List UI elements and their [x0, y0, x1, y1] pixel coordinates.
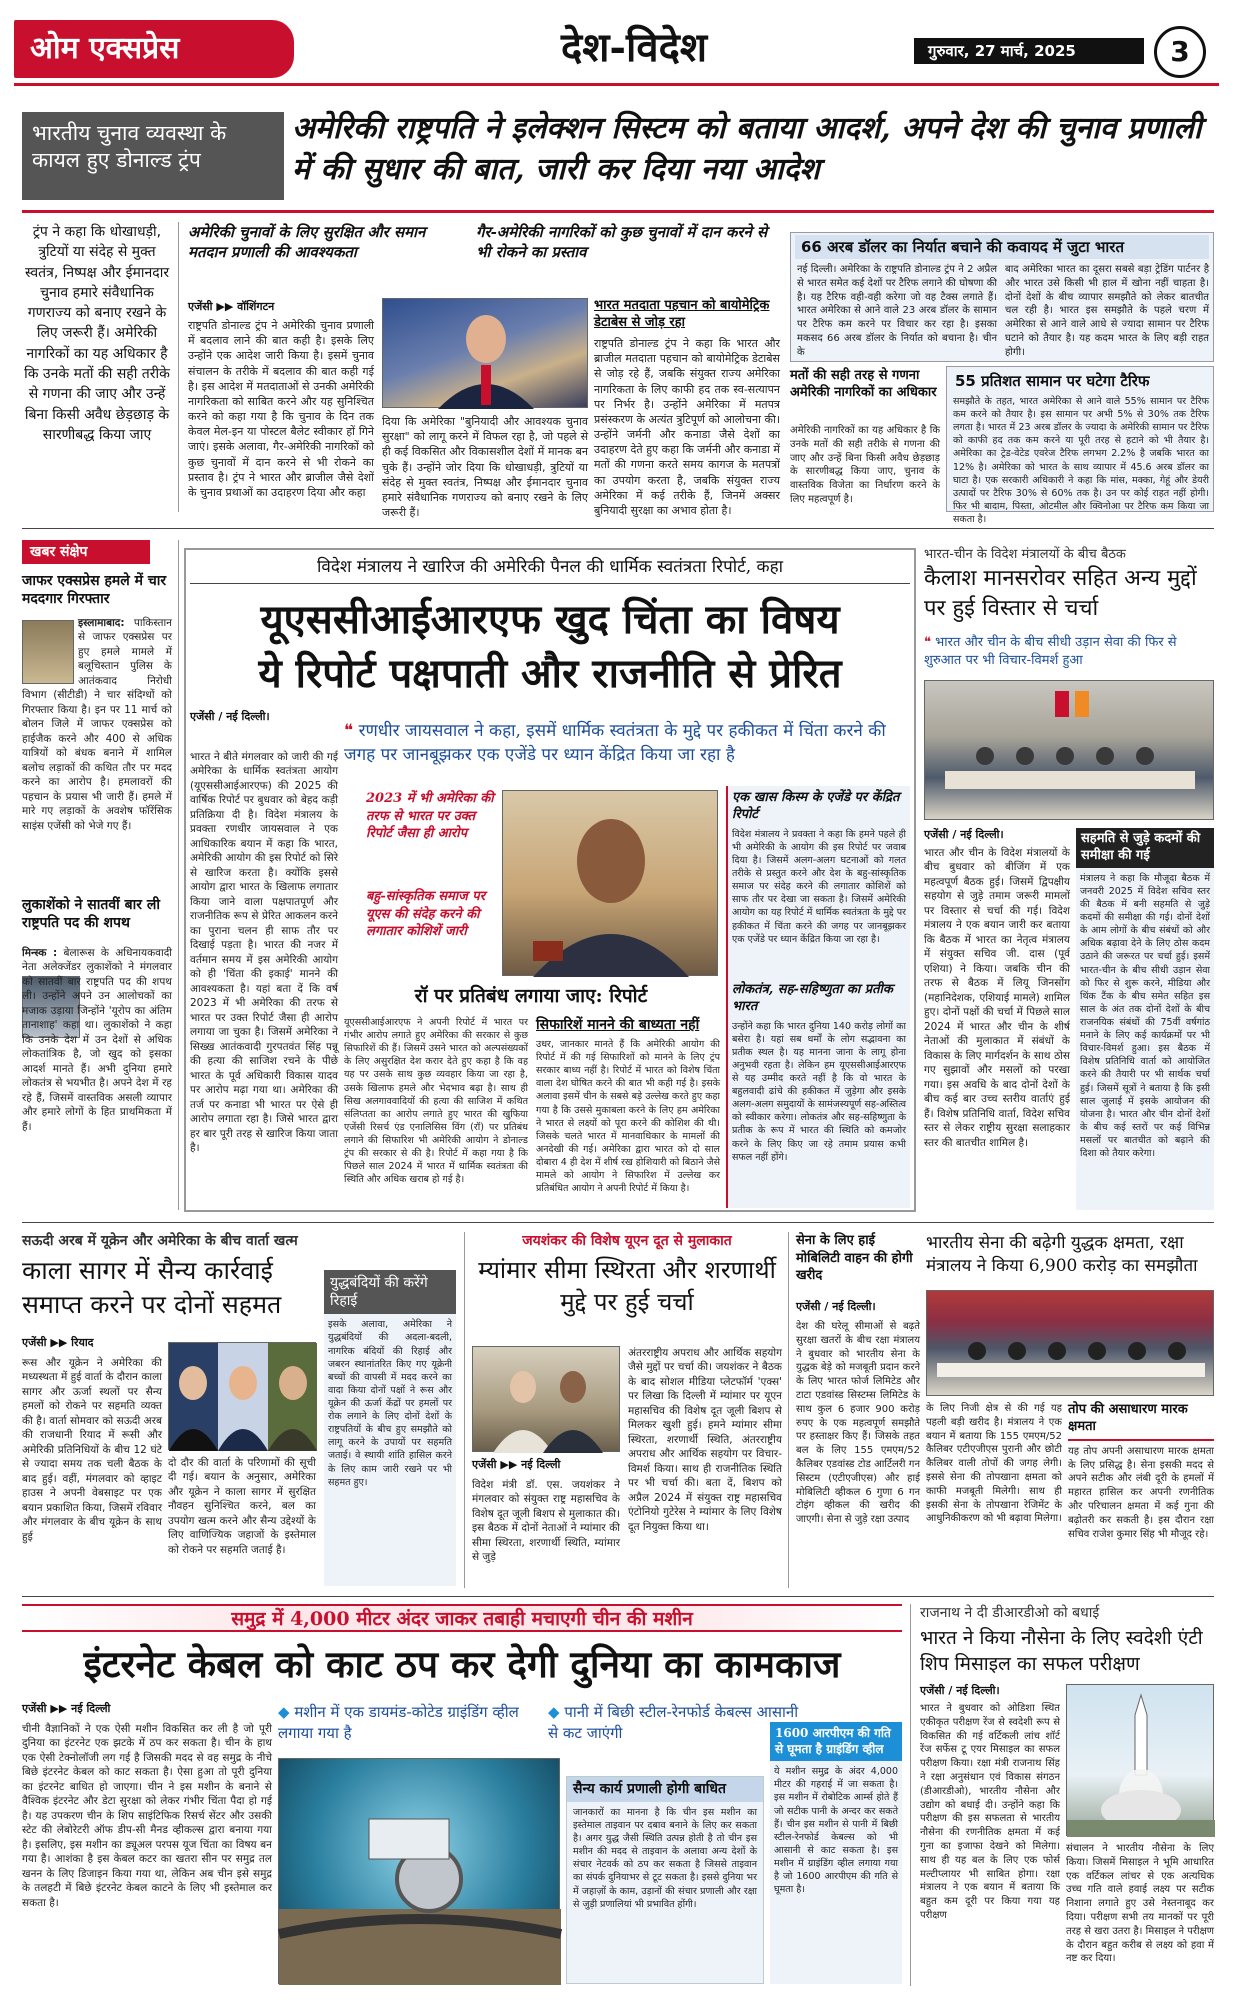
tariff-box — [946, 366, 1214, 525]
china-meeting-photo — [924, 680, 1214, 820]
divider — [464, 1232, 465, 1588]
cable-box-body: जानकारों का मानना है कि चीन इस मशीन का इस्तेमाल ताइवान पर दबाव बनाने के लिए कर सकता है। अगर युद्ध जैसी स्थिति उत्पन्न होती है तो चीन इस मशीन की मदद से ताइवान के अलावा अन्य देशों के संचार नेटवर्क को ठप कर सकता है जिससे ताइवान का संपर्क दुनियाभर से टूट सकता है। इससे दुनिया भर में जहाज़ों के काम, उड़ानों की संचार प्रणाली और रक्षा से जुड़ी प्रणालियां भी प्रभावित होंगी। — [573, 1806, 757, 1910]
top-kicker: भारतीय चुनाव व्यवस्था के कायल हुए डोनाल्ड ट्रंप — [32, 121, 227, 173]
jaiswal-photo — [502, 790, 718, 976]
export-body-1: नई दिल्ली। अमेरिका के राष्ट्रपति डोनाल्ड ट्रंप ने 2 अप्रैल से भारत समेत कई देशों पर टैरिफ लगाने की घोषणा की है। यह टैरिफ वही-वही करेगा जो वह टैक्स लगाते हैं। भारत अमेरिका से आने वाले 23 अरब डॉलर के सामान पर टैरिफ कम करने पर विचार कर रहा है। इसका मकसद 66 अरब डॉलर के निर्यात को बचाना है। चीन के — [797, 264, 997, 358]
china-sub-text: भारत और चीन के बीच सीधी उड़ान सेवा की फिर से शुरुआत पर भी विचार-विमर्श हुआ — [924, 635, 1177, 668]
cable-side-title: 1600 आरपीएम की गति से घूमता है ग्राइंडिंग व्हील — [770, 1722, 902, 1761]
divider — [22, 1596, 1214, 1597]
uscirf-raw-body: यूएससीआईआरएफ ने अपनी रिपोर्ट में भारत पर गंभीर आरोप लगाते हुए अमेरिका की सरकार से कुछ सिफारिशें की हैं। जिसमें उसने भारत को अल्पसंख्यकों के लिए असुरक्षित देश करार देते हुए कहा है कि वह यह पर उसके साथ कुछ व्यवहार किया जा रहा है, उसके खिलाफ हमले और भेदभाव बढ़ा है। साथ ही सिख अलगाववादियों की हत्या की साजिश में कथित संलिप्तता का आरोप लगाते हुए भारत की खुफिया एजेंसी रिसर्च एंड एनालिसिस विंग (रॉ) पर प्रतिबंध लगाने की सिफारिश भी अमेरिकी आयोग ने डोनाल्ड ट्रंप की सरकार से की है। रिपोर्ट में कहा गया है कि पिछले साल 2024 में भारत में धार्मिक स्वतंत्रता की स्थिति और अधिक खराब हो गई है। — [344, 1017, 528, 1186]
diamond-bullet-icon: ◆ — [278, 1703, 295, 1721]
brief-headline-2: लुकाशेंको ने सातवीं बार ली राष्ट्रपति पद की शपथ — [22, 897, 160, 932]
leaders-photo — [168, 1342, 316, 1450]
ukraine-headline: काला सागर में सैन्य कार्रवाई समाप्त करने पर दोनों सहमत — [22, 1256, 282, 1319]
uscirf-side-box — [726, 786, 910, 1208]
china-sub — [924, 634, 1214, 669]
box-biometric-body: राष्ट्रपति डोनाल्ड ट्रंप ने कहा कि भारत और ब्राजील मतदाता पहचान को बायोमेट्रिक डेटाबेस से जोड़ रहे हैं, जबकि संयुक्त राज्य अमेरिका नागरिकता के लिए काफी हद तक स्व-सत्यापन पर निर्भर है। उन्होंने अमेरिका में मतपत्र प्रसंस्करण के अत्यंत त्रुटिपूर्ण को आलोचना की। उन्होंने जर्मनी और कनाडा जैसे देशों का उदाहरण देते हुए कहा कि जर्मनी और कनाडा में मतों की गणना करते समय कागज के मतपत्रों का उपयोग करता है, जबकि संयुक्त राज्य अमेरिका में कई तरीके हैं, जिनमें अक्सर बुनियादी सुरक्षा का अभाव होता है। — [594, 337, 780, 517]
army-box — [1068, 1402, 1214, 1586]
cable-side-body: ये मशीन समुद्र के अंदर 4,000 मीटर की गहराई में जा सकता है। इस मशीन में रोबोटिक आर्म्स होते हैं जो सटीक पानी के अन्दर कर सकते हैं। चीन इस मशीन से पानी में बिछी स्टील-रेनफोर्ड केबल्स को भी आसानी से काट सकता है। इस मशीन में ग्राइंडिंग व्हील लगाया गया है जो 1600 आरपीएम की गति से घूमता है। — [774, 1766, 898, 1896]
uscirf-headline-2: ये रिपोर्ट पक्षपाती और राजनीति से प्रेरित — [258, 650, 842, 697]
tariff-title: 55 प्रतिशत सामान पर घटेगा टैरिफ — [955, 372, 1150, 390]
ukraine-box-body: इसके अलावा, अमेरिका ने युद्धबंदियों की अदला-बदली, नागरिक बंदियों की रिहाई और जबरन स्थानांतरित किए गए यूक्रेनी बच्चों की वापसी में मदद करने का वादा किया दोनों पक्षों ने रूस और यूक्रेन की ऊर्जा केंद्रों पर हमलों पर रोक लगाने के लिए दोनों देशों के राष्ट्रपतियों के बीच हुए समझौते को लागू करने के उपायों पर सहमति जताई। वे स्थायी शांति हासिल करने के लिए काम जारी रखने पर भी सहमत हुए। — [328, 1319, 452, 1488]
page-number: 3 — [1154, 26, 1206, 78]
jaishankar-photo — [472, 1346, 620, 1452]
missile-headline: भारत ने किया नौसेना के लिए स्वदेशी एंटी शिप मिसाइल का सफल परीक्षण — [920, 1627, 1203, 1675]
china-byline: एजेंसी / नई दिल्ली। — [924, 828, 1004, 841]
democracy-body: उन्होंने कहा कि भारत दुनिया 140 करोड़ लोगों का बसेरा है। यहां सब धर्मों के लोग सद्भावना का प्रतीक स्थल है। यह मानना जाना के लागू होना अनुभवी रहता है। लेकिन हम यूएससीआईआरएफ से यह उम्मीद करते नहीं है कि वो भारत के बहुलवादी ढांचे की हकीकत में जुड़ेगा और इसके अलग-अलग समुदायों के सामंजस्यपूर्ण सह-अस्तित्व को स्वीकार करेगा। लोकतंत्र और सह-सहिष्णुता के प्रतीक के रूप में भारत की स्थिति को कमजोर करने के लिए किए जा रहे तमाम प्रयास कभी सफल नहीं होंगे। — [732, 1020, 906, 1163]
box-vote-title: मतों की सही तरह से गणना अमेरिकी नागरिकों का अधिकार — [790, 368, 937, 400]
diamond-bullet-icon: ◆ — [548, 1703, 565, 1721]
brief-text-1: पाकिस्तान से जाफर एक्सप्रेस पर हुए हमले मामले में बलूचिस्तान पुलिस के आतंकवाद निरोधी विभाग (सीटीडी) ने चार संदिग्धों को गिरफ्तार किया है। इन पर 11 मार्च को बोलन जिले में जाफर एक्सप्रेस को हाईजैक करने और 400 से अधिक यात्रियों को बंधक बनाने में शामिल बलोच लड़ाकों की कथित तौर पर मदद करने का आरोप है। हमलावरों की पहचान के प्रयास भी जारी हैं। हमले में मारे गए लड़ाकों के अवशेष फॉरेंसिक साइंस एजेंसी को भेजे गए हैं। — [22, 617, 172, 832]
cable-body: चीनी वैज्ञानिकों ने एक ऐसी मशीन विकसित कर ली है जो पूरी दुनिया का इंटरनेट एक झटके में ठप कर सकता है। चीन के हाथ एक ऐसी टेक्नोलॉजी लग गई है जिसकी मदद से वह समुद्र के नीचे बिछे इंटरनेट केबल को काट सकता है। ऐसा हुआ तो पूरी दुनिया का इंटरनेट बाधित हो जाएगा। चीन ने इस मशीन के बनाने से वैश्विक इंटरनेट और डेटा सुरक्षा को लेकर गंभीर चिंता पैदा हो गई है। यह उपकरण चीन के शिप साइंटिफिक रिसर्च सेंटर और उसकी स्टेट की लेबोरेटरी ऑफ डीप-सी मैनड व्हीकल्स द्वारा बनाया गया है। इसलिए, इस मशीन का ड्यूअल परपस यूज चिंता का विषय बन गया है। आशंका है इस केबल कटर का खतरा सीन पर समुद्र तल खनन के लिए डिजाइन किया गया था, लेकिन अब चीन इसे समुद्र के तलहटी में बिछे इंटरनेट केबल काटने के लिए भी इस्तेमाल कर सकता है। — [22, 1723, 272, 1909]
china-box-body: मंत्रालय ने कहा कि मौजूदा बैठक में जनवरी 2025 में विदेश सचिव स्तर की बैठक में बनी सहमति से जुड़े कदमों की समीक्षा की गई। दोनों देशों के आम लोगों के बीच संबंधों को और अधिक बढ़ावा देने के लिए ठोस कदम उठाने की जरूरत पर चर्चा हुई। इसमें भारत-चीन के बीच सीधी उड़ान सेवा को फिर से शुरू करने, मीडिया और थिंक टैंक के बीच समेत सहित इस साल के अंत तक दोनों देशों के बीच राजनयिक संबंधों की 75वीं वर्षगांठ मनाने के लिए कई कार्यक्रमों पर भी विचार-विमर्श हुआ। इस बैठक में विशेष प्रतिनिधि वार्ता को आयोजित करने की तैयारी पर भी सार्थक चर्चा हुई। जिसमें सूत्रों ने बताया है कि इसी साल जुलाई में इसके आयोजन की योजना है। भारत और चीन दोनों देशों के बीच कई स्तरों पर कई विभिन्न मसलों पर बातचीत को बढ़ाने की दिशा को तैयार करेगा। — [1080, 872, 1210, 1160]
army-box-title: तोप की असाधारण मारक क्षमता — [1068, 1402, 1214, 1441]
myanmar-byline: एजेंसी ▶▶ नई दिल्ली — [472, 1458, 561, 1471]
myanmar-kicker: जयशंकर की विशेष यूएन दूत से मुलाकात — [522, 1233, 732, 1249]
divider — [178, 222, 179, 512]
divider — [788, 1232, 789, 1588]
cable-machine-photo — [278, 1758, 560, 1984]
myanmar-body-2: अंतरराष्ट्रीय अपराध और आर्थिक सहयोग जैसे मुद्दों पर चर्चा की। जयशंकर ने बैठक के बाद सोशल मीडिया प्लेटफॉर्म 'एक्स' पर लिखा कि दिल्ली में म्यांमार पर यूएन महासचिव की विशेष दूत जूली बिशप से मिलकर खुशी हुई। हमने म्यांमार सीमा स्थिरता, शरणार्थी स्थिति, अंतरराष्ट्रीय अपराध और आर्थिक सहयोग पर विचार-विमर्श किया। साथ ही राजनीतिक स्थिति पर भी चर्चा की। बता दें, बिशप को अप्रैल 2024 में संयुक्त राष्ट्र महासचिव एंटोनियो गुटेरेस ने म्यांमार के लिए विशेष दूत नियुक्त किया था। — [628, 1347, 782, 1533]
divider — [22, 528, 1214, 529]
ukraine-box-title: युद्धबंदियों की करेंगे रिहाई — [324, 1270, 456, 1314]
export-body-2: बाद अमेरिका भारत का दूसरा सबसे बड़ा ट्रेडिंग पार्टनर है और भारत उसे किसी भी हाल में खोना नहीं चाहता है। दोनों देशों के बीच व्यापार समझौते को लेकर बातचीत चल रही है। भारत इस समझौते के पहले चरण में अमेरिका से आने वाले आधे से ज्यादा सामान पर टैरिफ घटाने को तैयार है। यह कदम भारत के लिए बड़ी राहत होगी। — [1005, 264, 1209, 358]
cable-kicker: समुद्र में 4,000 मीटर अंदर जाकर तबाही मचाएगी चीन की मशीन — [231, 1608, 693, 1630]
cable-box-title: सैन्य कार्य प्रणाली होगी बाधित — [567, 1777, 763, 1802]
three-leaders-icon — [169, 1343, 317, 1451]
quote-icon: ❝ — [924, 635, 936, 650]
ukraine-byline: एजेंसी ▶▶ रियाद — [22, 1336, 94, 1349]
underwater-cutter-icon — [279, 1759, 561, 1985]
tariff-body: समझौते के तहत, भारत अमेरिका से आने वाले 55% सामान पर टैरिफ कम करने को तैयार है। इस सामान पर अभी 5% से 30% तक टैरिफ लगता है। भारत में 23 अरब डॉलर के ज्यादा के अमेरिकी सामान पर टैरिफ को काफी हद तक कम करने या पूरी तरह से हटाने को भी तैयार है। अमेरिका का ट्रेड-वेटेड एवरेज टैरिफ लगभग 2.2% है जबकि भारत का 12% है। अमेरिका को भारत के साथ व्यापार में 45.6 अरब डॉलर का घाटा है। एक सरकारी अधिकारी ने कहा कि मांस, मक्का, गेहूं और डेयरी उत्पादों पर टैरिफ 30% से 60% तक है। उन पर कोई राहत नहीं होगी। फिर भी बादाम, पिस्ता, ओटमील और क्विनोआ पर टैरिफ कम किया जा सकता है। — [953, 396, 1209, 525]
uscirf-byline: एजेंसी / नई दिल्ली। — [190, 710, 270, 723]
china-box-title: सहमति से जुड़े कदमों की समीक्षा की गई — [1076, 828, 1214, 868]
army-vehicle-byline: एजेंसी / नई दिल्ली। — [796, 1300, 876, 1313]
box-biometric-title: भारत मतदाता पहचान को बायोमेट्रिक डेटाबेस से जोड़ रहा — [594, 298, 770, 330]
myanmar-headline: म्यांमार सीमा स्थिरता और शरणार्थी मुद्दे पर हुई चर्चा — [478, 1256, 776, 1317]
top-body-1: राष्ट्रपति डोनाल्ड ट्रंप ने अमेरिकी चुनाव प्रणाली में बदलाव लाने की बात कही है। इसके लिए उन्होंने एक आदेश जारी किया है। इसमें चुनाव संचालन के तरीके में बदलाव की बात कही गई है। इस आदेश में मतदाताओं से उनकी अमेरिकी नागरिकता को साबित करने और यह सुनिश्चित करने को कहा गया है कि चुनाव के दिन तक केवल मेल-इन या पोस्टल बैलेट स्वीकार हों गिने जाएं। इसके अलावा, गैर-अमेरिकी नागरिकों को कुछ चुनावों में दान करने से भी रोकने का प्रस्ताव है। ट्रंप ने भारत और ब्राजील जैसे देशों के चुनाव प्रथाओं का उदाहरण दिया और कहा — [188, 319, 374, 499]
brief-text-2: बेलारूस के अधिनायकवादी नेता अलेक्जेंडर लुकाशेंको ने मंगलवार को सातवीं बार राष्ट्रपति पद की शपथ ली। उन्होंने अपने उन आलोचकों का मजाक उड़ाया जिन्होंने 'यूरोप का अंतिम तानाशाह' कहा था। लुकाशेंको ने कहा कि उनके देश में उन देशों से अधिक लोकतांत्रिक है, जो खुद को इसका आदर्श मानते हैं। अभी दुनिया हमारे लोकतंत्र से भयभीत है। अपने देश में रह रहे हैं, जिसमें वास्तविक असली व्यापार और हमारे लोगों के हित प्राथमिकता में हैं। — [22, 947, 172, 1133]
ukraine-kicker: सऊदी अरब में यूक्रेन और अमेरिका के बीच वार्ता खत्म — [22, 1233, 298, 1249]
divider — [178, 540, 179, 1210]
brief-lead-1: इस्लामाबाद: — [78, 617, 125, 629]
uscirf-callout-2: बहु-सांस्कृतिक समाज पर यूएस की संदेह करने की लगातार कोशिशें जारी — [366, 889, 486, 940]
meeting-table-icon — [925, 681, 1215, 821]
box-vote-body: अमेरिकी नागरिकों का यह अधिकार है कि उनके मतों की सही तरीके से गणना की जाए और उन्हें बिना किसी अवैध छेड़छाड़ के सारणीबद्ध किया जाए, चुनाव के वास्तविक विजेता का निर्धारण करने के लिए महत्वपूर्ण है। — [790, 425, 940, 505]
china-kicker: भारत-चीन के विदेश मंत्रालयों के बीच बैठक — [924, 547, 1126, 562]
army-deal-photo — [926, 1290, 1214, 1396]
uscirf-body: भारत ने बीते मंगलवार को जारी की गई अमेरिका के धार्मिक स्वतंत्रता आयोग (यूएससीआईआरएफ) की 2025 की वार्षिक रिपोर्ट पर बुधवार को बेहद कड़ी प्रतिक्रिया दी है। विदेश मंत्रालय के प्रवक्ता रणधीर जायसवाल ने एक आधिकारिक बयान में कहा कि भारत, अमेरिकी आयोग की इस रिपोर्ट को सिरे से खारिज करता है। क्योंकि इससे आयोग द्वारा भारत के खिलाफ लगातार किया जाने वाला पक्षपातपूर्ण और राजनीतिक रूप से प्रेरित आकलन करने का पुराना चलन ही साफ तौर पर दिखाई पड़ता है। भारत की नजर में वर्तमान समय में इस अमेरिकी आयोग को ही 'चिंता की इकाई' मानने की आवश्यकता है। यहां बता दें कि वर्ष 2023 में भी अमेरिका की तरफ से भारत पर उक्त रिपोर्ट जैसा ही आरोप लगाया जा चुका है। जिसमें अमेरिका ने सिख्ख आतंकवादी गुरपतवंत सिंह पन्नू की हत्या की साजिश रचने के पीछे भारत के पूर्व अधिकारी विकास यादव पर आरोप मढ़ा गया था। अमेरिका की तर्ज पर कनाडा भी भारत पर ऐसे ही आरोप लगाता रहा है। जिसे भारत द्वारा हर बार पूरी तरह से खारिज किया जाता है। — [190, 751, 338, 1155]
cable-headline: इंटरनेट केबल को काट ठप कर देगी दुनिया का कामकाज — [83, 1642, 841, 1686]
top-subhead-2: गैर-अमेरिकी नागरिकों को कुछ चुनावों में दान करने से भी रोकने का प्रस्ताव — [476, 223, 768, 262]
top-byline: एजेंसी ▶▶ वॉशिंगटन — [188, 300, 275, 313]
army-box-body: यह तोप अपनी असाधारण मारक क्षमता के लिए प्रसिद्ध है। सेना इसकी मदद से अपने सटीक और लंबी दूरी के हमलों में महारत हासिल कर अपनी रणनीतिक और परिचालन क्षमता में कई गुना की बढ़ोतरी कर सकती है। इस दौरान रक्षा सचिव राजेश कुमार सिंह भी मौजूद रहे। — [1068, 1445, 1214, 1540]
top-subhead-1: अमेरिकी चुनावों के लिए सुरक्षित और समान मतदान प्रणाली की आवश्यकता — [188, 223, 426, 262]
ukraine-box — [324, 1270, 456, 1586]
issue-date: गुरुवार, 27 मार्च, 2025 — [914, 38, 1144, 64]
spokesperson-figure-icon — [503, 791, 719, 977]
uscirf-headline-1: यूएससीआईआरएफ खुद चिंता का विषय — [260, 596, 840, 643]
army-headline: भारतीय सेना की बढ़ेगी युद्धक क्षमता, रक्षा मंत्रालय ने किया 6,900 करोड़ का समझौता — [926, 1233, 1198, 1276]
agenda-body: विदेश मंत्रालय ने प्रवक्ता ने कहा कि हमने पहले ही भी अमेरिकी के आयोग की इस रिपोर्ट पर जवाब दिया है। जिसमें अलग-अलग घटनाओं को गलत तरीके से प्रस्तुत करने और देश के बहु-सांस्कृतिक समाज पर संदेह करने की लगातार कोशिशें को साफ तौर पर देखा जा सकता है। जिसमें अमेरिकी आयोग का यह रिपोर्ट में धार्मिक स्वतंत्रता के मुद्दे पर हकीकत में चिंता करने की जगह पर जानबूझकर एक एजेंडे पर ध्यान केंद्रित किया जा रहा है। — [732, 828, 906, 945]
cable-box — [566, 1776, 764, 1984]
uscirf-quote — [344, 720, 910, 768]
missile-launch-photo — [1066, 1684, 1214, 1836]
uscirf-sub-raw: रॉ पर प्रतिबंध लगाया जाए: रिपोर्ट — [414, 985, 648, 1007]
two-people-icon — [473, 1347, 621, 1453]
army-vehicle-headline: सेना के लिए हाई मोबिलिटी वाहन की होगी खरीद — [796, 1233, 913, 1284]
missile-kicker: राजनाथ ने दी डीआरडीओ को बधाई — [920, 1605, 1100, 1621]
china-headline: कैलाश मानसरोवर सहित अन्य मुद्दों पर हुई विस्तार से चर्चा — [924, 566, 1197, 621]
army-vehicle-body: देश की घरेलू सीमाओं से बढ़ते सुरक्षा खतरों के बीच रक्षा मंत्रालय ने बुधवार को भारतीय सेना के युद्धक बेड़े को मजबूती प्रदान करने के लिए भारत फोर्ज लिमिटेड और टाटा एडवांस्ड सिस्टम्स लिमिटेड के साथ कुल 6 हजार 900 करोड़ रुपए के एक महत्वपूर्ण समझौते पर हस्ताक्षर किए हैं। जिसके तहत बल के लिए 155 एमएम/52 कैलिबर एडवांस्ड टोड आर्टिलरी गन सिस्टम (एटीएजीएस) और हाई मोबिलिटी व्हीकल 6 गुणा 6 गन टोइंग व्हीकल की खरीद की जाएगी। सेना से जुड़े रक्षा उत्पाद — [796, 1321, 920, 1526]
brief-headline-1: जाफर एक्सप्रेस हमले में चार मददगार गिरफ्तार — [22, 573, 167, 608]
cable-bullet-1-text: मशीन में एक डायमंड-कोटेड ग्राइंडिंग व्हील लगाया गया है — [278, 1703, 519, 1742]
masthead — [14, 14, 1219, 86]
agenda-title: एक खास किस्म के एजेंडे पर केंद्रित रिपोर्ट — [732, 790, 900, 822]
uscirf-kicker: विदेश मंत्रालय ने खारिज की अमेरिकी पैनल की धार्मिक स्वतंत्रता रिपोर्ट, कहा — [190, 556, 910, 584]
missile-body-1: भारत ने बुधवार को ओडिशा स्थित एकीकृत परीक्षण रेंज से स्वदेशी रूप से विकसित की गई वर्टिकली लांच शॉर्ट रेंज सर्फेस टू एयर मिसाइल का सफल परीक्षण किया। रक्षा मंत्री राजनाथ सिंह ने रक्षा अनुसंधान एवं विकास संगठन (डीआरडीओ), भारतीय नौसेना और उद्योग को बधाई दी। उन्होंने कहा कि परीक्षण की इस सफलता से भारतीय नौसेना की रणनीतिक क्षमता में कई गुना का इजाफा देखने को मिलेगा। साथ ही यह बल के लिए एक फोर्स मल्टीप्लायर भी साबित होगा। रक्षा मंत्रालय ने एक बयान में बताया कि बहुत कम दूरी पर किया गया यह परीक्षण — [920, 1703, 1060, 1921]
section-title: देश-विदेश — [560, 24, 708, 71]
uscirf-sub-rec: सिफारिशें मानने की बाध्यता नहीं — [536, 1017, 700, 1033]
export-title: 66 अरब डॉलर का निर्यात बचाने की कवायद में जुटा भारत — [795, 235, 1209, 259]
brief-label: खबर संक्षेप — [22, 540, 150, 564]
china-box — [1076, 828, 1214, 1210]
uscirf-quote-text: रणधीर जायसवाल ने कहा, इसमें धार्मिक स्वतंत्रता के मुद्दे पर हकीकत में चिंता करने की जगह पर जानबूझकर एक एजेंडे पर ध्यान केंद्रित किया जा रहा है — [344, 721, 886, 765]
cable-bullet-1 — [278, 1702, 540, 1744]
divider — [22, 210, 1214, 213]
missile-byline: एजेंसी / नई दिल्ली। — [920, 1684, 1000, 1697]
top-headline: अमेरिकी राष्ट्रपति ने इलेक्शन सिस्टम को बताया आदर्श, अपने देश की चुनाव प्रणाली में की सुधार की बात, जारी कर दिया नया आदेश — [292, 111, 1202, 188]
top-side-text: ट्रंप ने कहा कि धोखाधड़ी, त्रुटियों या संदेह से मुक्त स्वतंत्र, निष्पक्ष और ईमानदार चुनाव हमारे संवैधानिक गणराज्य को बनाए रखने के लिए जरूरी हैं। अमेरिकी नागरिकों का यह अधिकार है कि उनके मतों की सही तरीके से गणना की जाए और उन्हें बिना किसी अवैध छेड़छाड़ के सारणीबद्ध किया जाए — [24, 224, 170, 443]
export-box — [790, 232, 1214, 362]
cable-side-box — [770, 1722, 902, 1984]
quote-icon: ❝ — [344, 721, 359, 741]
trump-photo — [382, 298, 588, 408]
missile-icon — [1067, 1685, 1215, 1837]
brief-lead-2: मिन्स्क : — [22, 947, 58, 959]
democracy-title: लोकतंत्र, सह-सहिष्णुता का प्रतीक भारत — [732, 981, 893, 1014]
cable-byline: एजेंसी ▶▶ नई दिल्ली — [22, 1702, 111, 1715]
cable-kicker-bar — [22, 1604, 902, 1632]
divider — [910, 1604, 911, 1986]
top-kicker-box — [22, 112, 284, 200]
brief-body-2 — [22, 946, 172, 1208]
missile-body-2: संचालन ने भारतीय नौसेना के लिए किया। जिसमें मिसाइल ने भूमि आधारित एक वर्टिकल लांचर से एक अत्यधिक उच्च गति वाले हवाई लक्ष्य पर सटीक निशाना लगाते हुए उसे नेस्तनाबूद कर दिया। परीक्षण सभी तय मानकों पर पूरी तरह से खरा उतरा है। मिसाइल ने परीक्षण के दौरान बहुत करीब से लक्ष्य को हवा में नष्ट कर दिया। — [1066, 1843, 1214, 1965]
trump-figure-icon — [383, 299, 589, 409]
china-body: भारत और चीन के विदेश मंत्रालयों के बीच बुधवार को बीजिंग में एक महत्वपूर्ण बैठक हुई। जिसमें द्विपक्षीय सहयोग से जुड़े तमाम जरूरी मामलों पर विस्तार से चर्चा की गई। विदेश मंत्रालय ने एक बयान जारी कर बताया कि बैठक में भारत का नेतृत्व मंत्रालय में संयुक्त सचिव जी. दास (पूर्व एशिया) ने किया। जबकि चीन की तरफ से बैठक में लियू जिनसोंग (महानिदेशक, एशियाई मामले) शामिल हुए। दोनों पक्षों की चर्चा में पिछले साल 2024 में भारत और चीन के शीर्ष नेताओं की मुलाकात में संबंधों के विकास के लिए मार्गदर्शन के साथ ठोस गए सुझावों और मसलों को परखा गया। इस अवधि के बाद दोनों देशों के बीच कई बार उच्च स्तरीय वार्ताएं हुई हैं। विशेष प्रतिनिधि वार्ता, विदेश सचिव स्तर से लेकर राष्ट्रीय सुरक्षा सलाहकार स्तर की बातचीत शामिल है। — [924, 847, 1070, 1149]
uscirf-callout-1: 2023 में भी अमेरिका की तरफ से भारत पर उक्त रिपोर्ट जैसा ही आरोप — [366, 791, 494, 842]
divider — [22, 1222, 1214, 1223]
top-body-2: दिया कि अमेरिका "बुनियादी और आवश्यक चुनाव सुरक्षा" को लागू करने में विफल रहा है, जो पहले से ही कई विकसित और विकासशील देशों में मानक बन चुके हैं। उन्होंने जोर दिया कि धोखाधड़ी, त्रुटियों या संदेह से मुक्त स्वतंत्र, निष्पक्ष और ईमानदार चुनाव हमारे संवैधानिक गणराज्य को बनाए रखने के लिए जरूरी हैं। — [382, 415, 588, 520]
cable-bullet-2-text: पानी में बिछी स्टील-रेनफोर्ड केबल्स आसानी से कट जाएंगी — [548, 1703, 799, 1742]
brief-body-1 — [22, 616, 172, 886]
uscirf-rec-body: उधर, जानकार मानते हैं कि अमेरिकी आयोग की रिपोर्ट में की गई सिफारिशों को मानने के लिए ट्रंप सरकार बाध्य नहीं है। रिपोर्ट में भारत को विशेष चिंता वाला देश घोषित करने की बात भी कही गई है। इसके अलावा इसमें चीन के सबसे बड़े उल्लेख करते हुए कहा गया है कि उससे मुकाबला करने के लिए हम अमेरिका ने भारत से लक्ष्यों को पूरा करने की कोशिश की थी। जिसके चलते भारत में मानवाधिकार के मामलों की अनदेखी की गई। अमेरिका द्वारा भारत को दो साल दोबारा 4 ही देश में शीर्ष रख होशियारी को बिठाने जैसे मामले को आयोग ने सिफारिश में उल्लेख कर प्रतिबंधित आयोग ने अपनी रिपोर्ट में किया है। — [536, 1039, 720, 1195]
army-body: के लिए निजी क्षेत्र से की गई यह पहली बड़ी खरीद है। मंत्रालय ने एक बयान में बताया कि 155 एमएम/52 कैलिबर एटीएजीएस पुरानी और छोटी कैलिबर वाली तोपों की जगह लेगी। इससे सेना की तोपखाना क्षमता को काफी मजबूती मिलेगी। साथ ही इसकी सेना के तोपखाना रेजिमेंट के आधुनिकीकरण को भी बढ़ावा मिलेगा। — [926, 1403, 1062, 1525]
ukraine-body-1: रूस और यूक्रेन ने अमेरिका की मध्यस्थता में हुई वार्ता के दौरान काला सागर और ऊर्जा स्थलों पर सैन्य हमलों को रोकने पर सहमति व्यक्त की है। वार्ता सोमवार को सऊदी अरब की राजधानी रियाद में रूसी और अमेरिकी प्रतिनिधियों के बीच 12 घंटे से ज्यादा समय तक चली बैठक के बाद हुई। वहीं, मंगलवार को व्हाइट हाउस ने अपनी वेबसाइट पर एक बयान प्रकाशित किया, जिसमें रविवार और मंगलवार के बीच यूक्रेन के साथ हुई — [22, 1357, 162, 1543]
myanmar-body-1: विदेश मंत्री डॉ. एस. जयशंकर ने मंगलवार को संयुक्त राष्ट्र महासचिव के विशेष दूत जूली बिशप से मुलाकात की। इस बैठक में दोनों नेताओं ने म्यांमार की सीमा स्थिरता, शरणार्थी स्थिति, म्यांमार से जुड़े — [472, 1479, 620, 1564]
signing-ceremony-icon — [927, 1291, 1215, 1397]
ukraine-body-2: दो दौर की वार्ता के परिणामों की सूची दी गई। बयान के अनुसार, अमेरिका और यूक्रेन ने काला सागर में सुरक्षित नौवहन सुनिश्चित करने, बल का उपयोग खत्म करने और सैन्य उद्देश्यों के लिए वाणिज्यिक जहाजों के इस्तेमाल को रोकने पर सहमति जताई है। — [168, 1457, 316, 1556]
newspaper-logo: ओम एक्सप्रेस — [14, 20, 294, 78]
